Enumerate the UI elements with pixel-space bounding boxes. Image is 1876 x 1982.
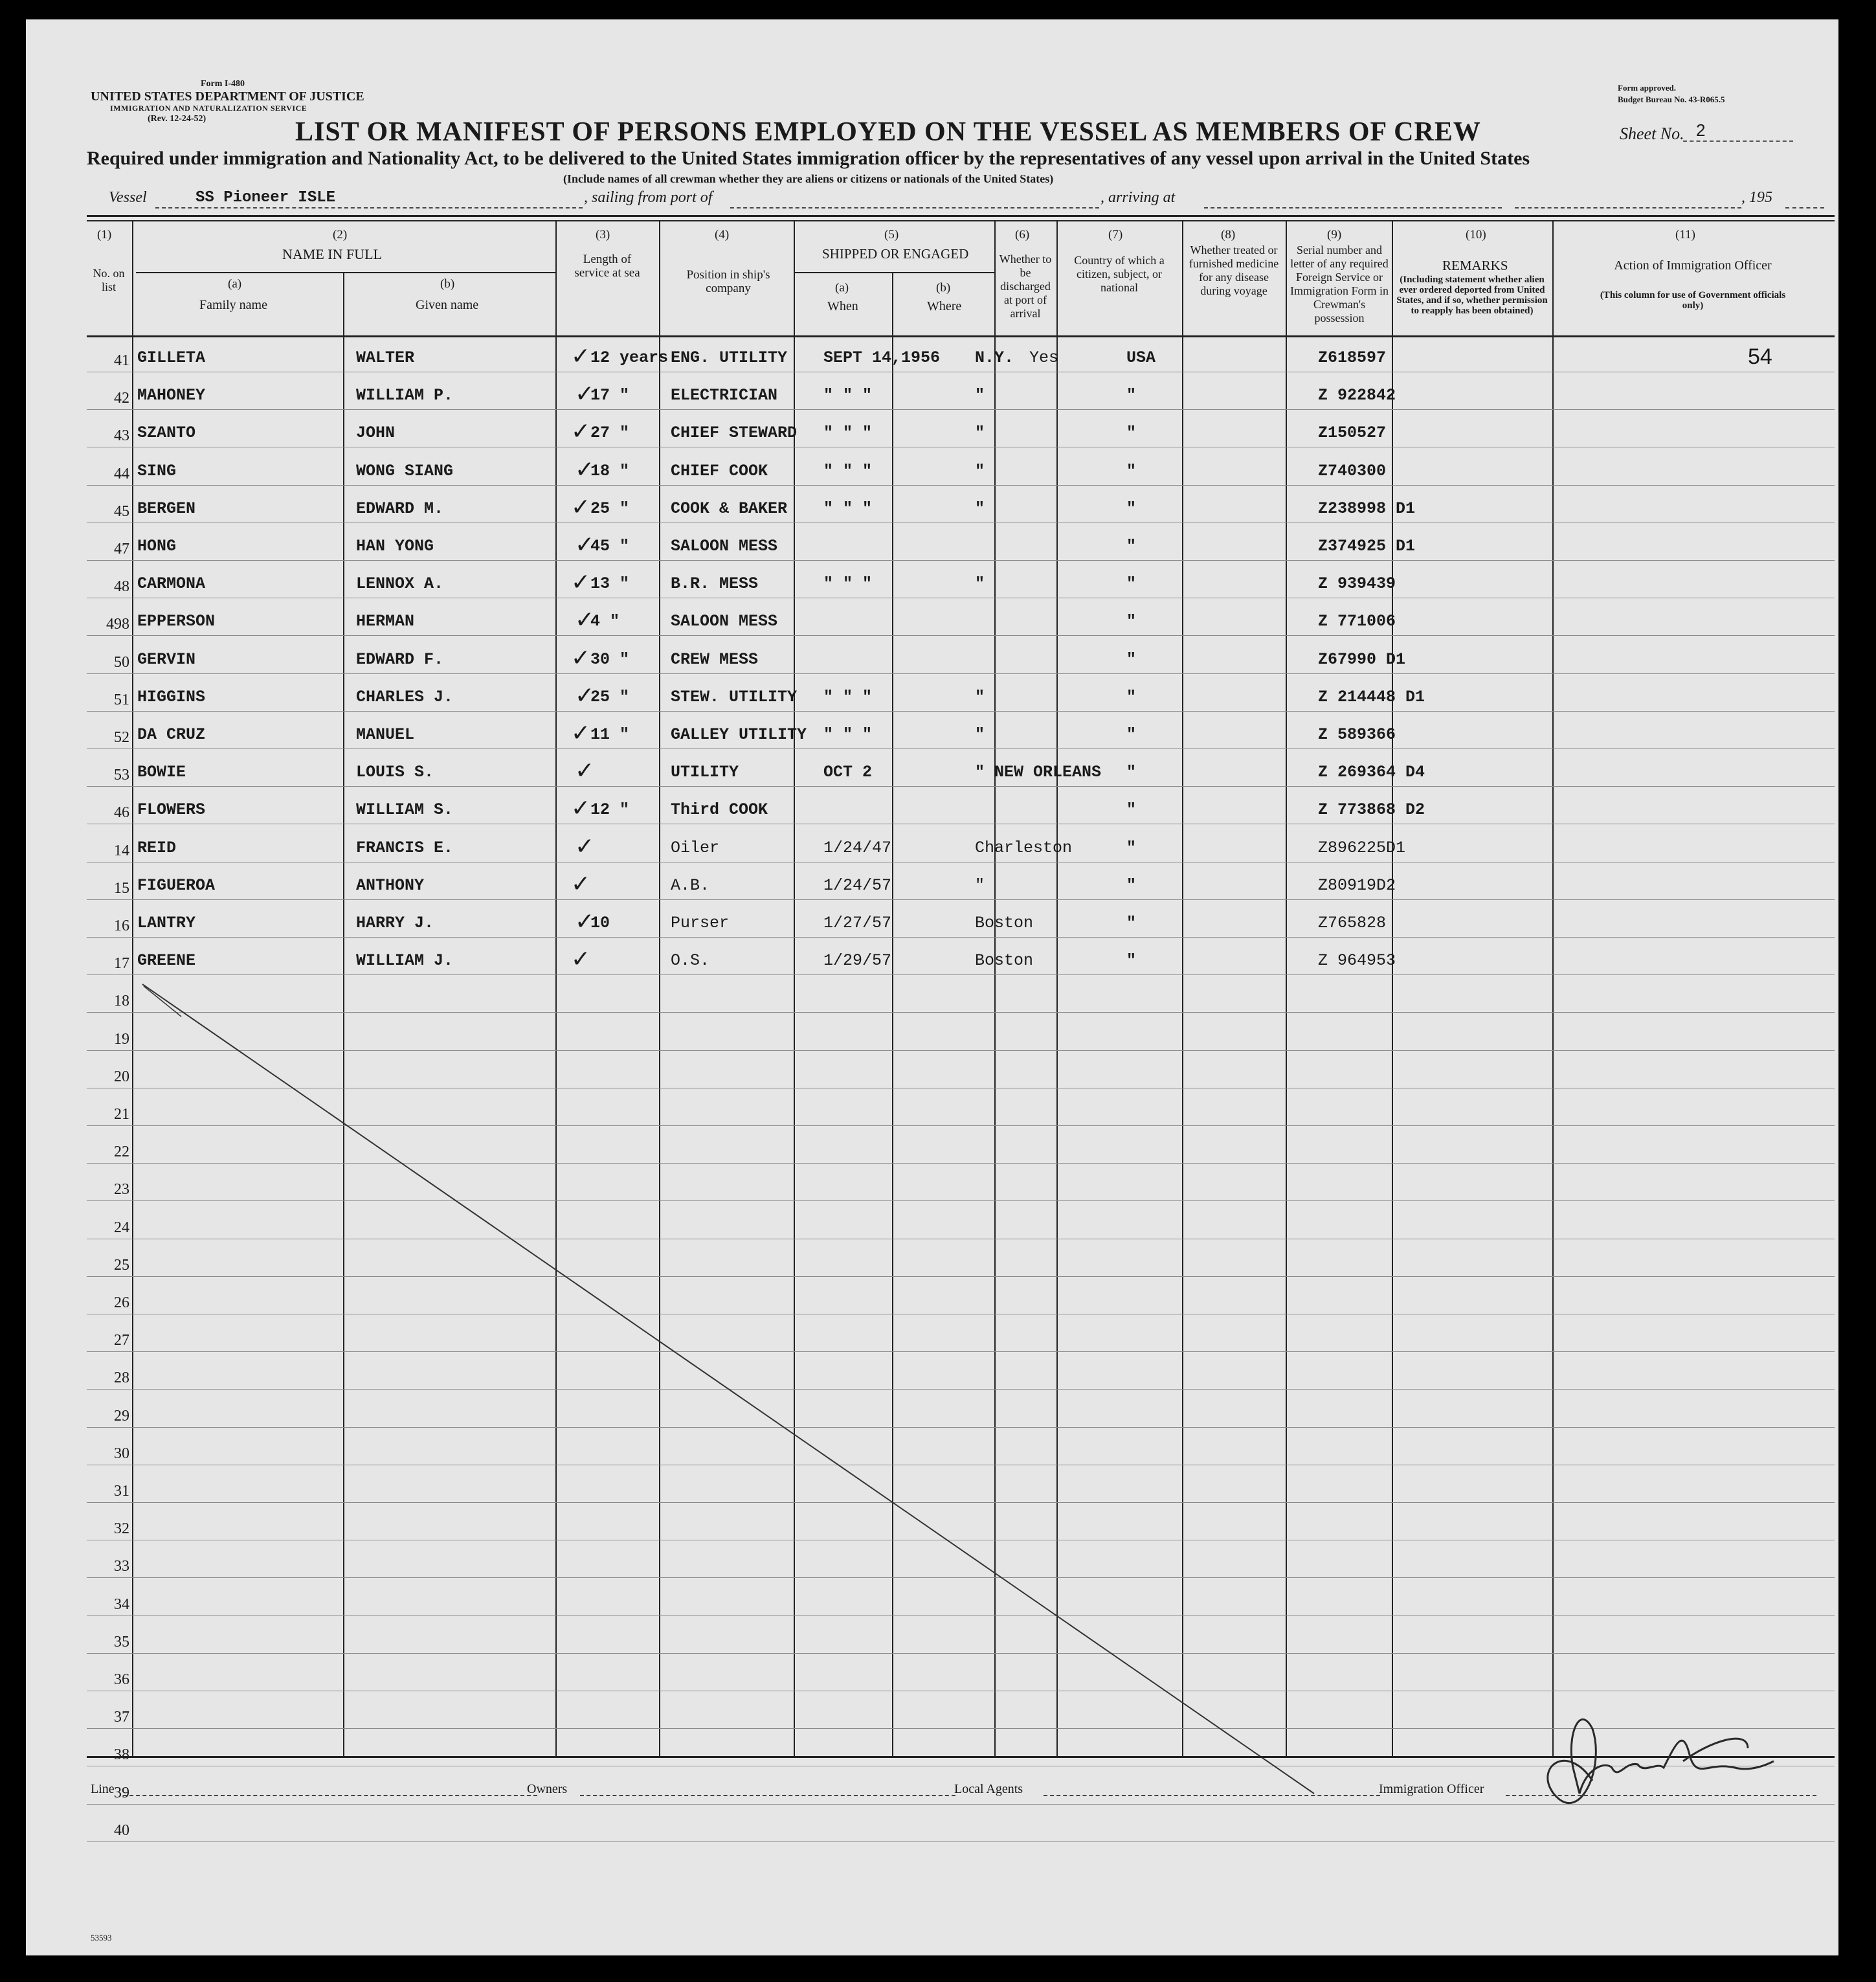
check-mark-icon: ✓ [571, 946, 591, 973]
cell-family: GILLETA [137, 348, 206, 367]
cell-when: " " " [823, 499, 873, 518]
cell-given: WONG SIANG [356, 461, 454, 480]
col11-subtext: (This column for use of Government officials only) [1600, 290, 1786, 311]
line-number: 34 [114, 1595, 129, 1613]
form-number: Form I-480 [201, 79, 245, 89]
line-number: 41 [114, 352, 129, 369]
line-number: 19 [114, 1030, 129, 1048]
cell-service: 27 " [590, 423, 630, 443]
cell-country: " [1126, 800, 1137, 820]
cell-position: B.R. MESS [671, 574, 759, 594]
cell-family: MAHONEY [137, 386, 206, 405]
line-number: 14 [114, 842, 129, 859]
cell-country: " [1126, 649, 1137, 669]
cell-serial: Z765828 [1318, 914, 1387, 932]
owners-underline [580, 1795, 955, 1796]
cell-action: 54 [1748, 344, 1772, 369]
line-number: 51 [114, 691, 129, 708]
cell-where: " [975, 687, 985, 706]
line-number: 25 [114, 1256, 129, 1274]
cell-country: " [1126, 914, 1137, 932]
cell-country: " [1126, 423, 1137, 443]
cell-family: GREENE [137, 951, 196, 971]
cell-position: ENG. UTILITY [671, 348, 788, 367]
cell-position: CREW MESS [671, 649, 759, 669]
col5a-number: (a) [835, 281, 849, 295]
line-number: 53 [114, 767, 129, 784]
cell-country: " [1126, 687, 1137, 706]
line-number: 24 [114, 1219, 129, 1236]
cell-service: 11 " [590, 725, 630, 744]
cell-position: GALLEY UTILITY [671, 725, 807, 744]
check-mark-icon: ✓ [575, 532, 595, 558]
cell-position: UTILITY [671, 763, 739, 782]
cell-where: Boston [975, 914, 1034, 932]
line-number: 22 [114, 1143, 129, 1161]
agents-underline [1044, 1795, 1380, 1796]
form-code: 53593 [91, 1933, 112, 1943]
cell-service: 25 " [590, 499, 630, 518]
cell-serial: Z618597 [1318, 348, 1387, 367]
cell-serial: Z 771006 [1318, 612, 1396, 631]
include-note: (Include names of all crewman whether they are aliens or citizens or nationals of the United States) [563, 172, 1054, 185]
col5b-label: Where [927, 299, 962, 313]
cell-family: FIGUEROA [137, 875, 216, 895]
cell-given: WALTER [356, 348, 415, 367]
col7-number: (7) [1108, 228, 1123, 242]
cell-when: " " " [823, 423, 873, 443]
cell-family: LANTRY [137, 914, 196, 932]
line-number: 38 [114, 1746, 129, 1764]
line-number: 23 [114, 1181, 129, 1199]
cell-given: HERMAN [356, 612, 415, 631]
col4-number: (4) [715, 228, 730, 242]
line-number: 36 [114, 1671, 129, 1688]
col5b-number: (b) [936, 281, 951, 295]
cell-service: 25 " [590, 687, 630, 706]
officer-underline [1506, 1795, 1816, 1796]
col8-number: (8) [1221, 228, 1236, 242]
check-mark-icon: ✓ [575, 381, 595, 408]
col2a-label: Family name [199, 298, 267, 312]
officer-label: Immigration Officer [1379, 1782, 1484, 1796]
cell-when: OCT 2 [823, 763, 873, 782]
line-number: 45 [114, 502, 129, 520]
cell-serial: Z80919D2 [1318, 875, 1396, 895]
owners-label: Owners [527, 1782, 568, 1796]
line-number: 32 [114, 1520, 129, 1538]
cell-given: WILLIAM S. [356, 800, 454, 820]
service-name: IMMIGRATION AND NATURALIZATION SERVICE [110, 104, 307, 113]
cell-serial: Z374925 D1 [1318, 537, 1416, 556]
line-number: 26 [114, 1294, 129, 1311]
cell-position: STEW. UTILITY [671, 687, 798, 706]
cell-given: EDWARD M. [356, 499, 444, 518]
cell-service: 17 " [590, 386, 630, 405]
check-mark-icon: ✓ [571, 870, 591, 897]
cell-where: " [975, 499, 985, 518]
cell-where: " [975, 725, 985, 744]
col9-number: (9) [1327, 228, 1342, 242]
cell-given: HARRY J. [356, 914, 434, 932]
cell-where: Boston [975, 951, 1034, 971]
col2b-number: (b) [440, 277, 455, 291]
document-title: LIST OR MANIFEST OF PERSONS EMPLOYED ON THE VESSEL AS MEMBERS OF CREW [295, 117, 1481, 147]
col10-number: (10) [1466, 228, 1486, 242]
col1-label: No. on list [93, 267, 125, 293]
cell-where: " [975, 875, 985, 895]
cell-serial: Z67990 D1 [1318, 649, 1406, 669]
cell-service: 10 [590, 914, 610, 932]
line-number: 15 [114, 879, 129, 897]
check-mark-icon: ✓ [571, 493, 591, 521]
line-number: 31 [114, 1483, 129, 1500]
col3-label: Length of service at sea [574, 253, 640, 280]
manifest-document [26, 19, 1838, 1955]
cell-discharge: Yes [1029, 348, 1059, 367]
col10-subtext: (Including statement whether alien ever ordered deported from United States, and if so, whether permission to reapply has been obtained) [1396, 275, 1548, 316]
line-number: 37 [114, 1709, 129, 1726]
check-mark-icon: ✓ [571, 343, 591, 370]
cell-when: " " " [823, 687, 873, 706]
cell-given: MANUEL [356, 725, 415, 744]
cell-given: HAN YONG [356, 537, 434, 556]
cell-given: EDWARD F. [356, 649, 444, 669]
cell-service: 18 " [590, 461, 630, 480]
cell-serial: Z150527 [1318, 423, 1387, 443]
cell-when: 1/24/57 [823, 875, 892, 895]
year-prefix: , 195 [1741, 189, 1772, 206]
line-underline [123, 1795, 537, 1796]
line-number: 47 [114, 541, 129, 557]
check-mark-icon: ✓ [571, 569, 591, 596]
col6-label: Whether to be discharged at port of arrival [999, 253, 1052, 320]
cell-serial: Z 773868 D2 [1318, 800, 1425, 820]
cell-position: O.S. [671, 951, 710, 971]
col3-number: (3) [596, 228, 610, 242]
col1-number: (1) [97, 228, 112, 242]
cell-given: JOHN [356, 423, 396, 443]
cell-given: CHARLES J. [356, 687, 454, 706]
agents-label: Local Agents [954, 1782, 1023, 1796]
form-revision: (Rev. 12-24-52) [148, 114, 207, 124]
cell-family: FLOWERS [137, 800, 206, 820]
cell-where: " [975, 386, 985, 405]
cell-position: SALOON MESS [671, 612, 778, 631]
line-number: 40 [114, 1821, 129, 1839]
cell-family: BERGEN [137, 499, 196, 518]
col6-number: (6) [1015, 228, 1030, 242]
cell-family: DA CRUZ [137, 725, 206, 744]
check-mark-icon: ✓ [575, 682, 595, 709]
line-number: 30 [114, 1445, 129, 1462]
cell-serial: Z 964953 [1318, 951, 1396, 971]
cell-where: " [975, 461, 985, 480]
col2-number: (2) [333, 228, 348, 242]
cell-where: N.Y. [975, 348, 1014, 367]
cell-given: FRANCIS E. [356, 838, 454, 857]
cell-when: 1/27/57 [823, 914, 892, 932]
line-number: 46 [114, 804, 129, 822]
cell-position: SALOON MESS [671, 537, 778, 556]
cell-country: " [1126, 537, 1137, 556]
sheet-label: Sheet No. [1620, 124, 1684, 143]
cell-country: " [1126, 386, 1137, 405]
cell-country: " [1126, 875, 1137, 895]
line-number: 27 [114, 1332, 129, 1349]
cell-family: BOWIE [137, 763, 186, 782]
line-number: 52 [114, 729, 129, 746]
cell-given: ANTHONY [356, 875, 425, 895]
col2b-label: Given name [416, 298, 479, 312]
cell-family: CARMONA [137, 574, 206, 594]
col5a-label: When [827, 299, 858, 313]
check-mark-icon: ✓ [571, 795, 591, 822]
line-number: 50 [114, 653, 129, 671]
vessel-name: SS Pioneer ISLE [195, 189, 336, 207]
cell-where: " NEW ORLEANS [975, 763, 1102, 782]
line-number: 28 [114, 1369, 129, 1387]
department-name: UNITED STATES DEPARTMENT OF JUSTICE [91, 89, 364, 104]
cell-serial: Z 589366 [1318, 725, 1396, 744]
line-number: 35 [114, 1633, 129, 1650]
line-number: 44 [114, 465, 129, 482]
cell-family: SING [137, 461, 177, 480]
cell-when: 1/24/47 [823, 838, 892, 857]
cell-service: 30 " [590, 649, 630, 669]
check-mark-icon: ✓ [571, 418, 591, 445]
cell-position: CHIEF STEWARD [671, 423, 798, 443]
cell-service: 45 " [590, 537, 630, 556]
cell-position: A.B. [671, 875, 710, 895]
cell-where: " [975, 423, 985, 443]
check-mark-icon: ✓ [571, 644, 591, 671]
cell-serial: Z896225D1 [1318, 838, 1406, 857]
col5-label: SHIPPED OR ENGAGED [822, 246, 969, 262]
cell-serial: Z 269364 D4 [1318, 763, 1425, 782]
budget-bureau-no: Budget Bureau No. 43-R065.5 [1618, 95, 1725, 104]
line-number: 29 [114, 1407, 129, 1425]
cell-serial: Z238998 D1 [1318, 499, 1416, 518]
cell-when: " " " [823, 574, 873, 594]
cell-family: REID [137, 838, 177, 857]
check-mark-icon: ✓ [575, 456, 595, 483]
cell-position: Purser [671, 914, 730, 932]
line-number: 18 [114, 993, 129, 1010]
cell-where: Charleston [975, 838, 1073, 857]
cell-position: Oiler [671, 838, 720, 857]
cell-when: SEPT 14,1956 [823, 348, 941, 367]
col5-number: (5) [884, 228, 899, 242]
line-number: 16 [114, 918, 129, 934]
cell-when: " " " [823, 725, 873, 744]
table-bottom-border [87, 1756, 1835, 1758]
col4-label: Position in ship's company [686, 268, 770, 295]
cancel-diagonal-line [26, 19, 1838, 1955]
sailing-label: , sailing from port of [584, 189, 713, 206]
cell-country: " [1126, 951, 1137, 971]
cell-country: " [1126, 499, 1137, 518]
cell-where: " [975, 574, 985, 594]
col9-label: Serial number and letter of any required Foreign Service or Immigration Form in Crewman's possession [1290, 243, 1389, 324]
check-mark-icon: ✓ [575, 908, 595, 935]
check-mark-icon: ✓ [571, 720, 591, 747]
sheet-number: 2 [1683, 120, 1793, 142]
cell-given: LENNOX A. [356, 574, 444, 594]
cell-when: 1/29/57 [823, 951, 892, 971]
cell-when: " " " [823, 386, 873, 405]
col10-label: REMARKS [1442, 258, 1508, 273]
cell-serial: Z 214448 D1 [1318, 687, 1425, 706]
cell-family: GERVIN [137, 649, 196, 669]
line-label: Line [91, 1782, 115, 1796]
cell-service: 12 years [590, 348, 669, 367]
cell-service: 12 " [590, 800, 630, 820]
cell-country: " [1126, 574, 1137, 594]
line-number: 43 [114, 427, 129, 445]
cell-country: " [1126, 838, 1137, 857]
line-number: 21 [114, 1106, 129, 1123]
line-number: 20 [114, 1068, 129, 1085]
check-mark-icon: ✓ [575, 833, 595, 860]
line-number: 17 [114, 955, 129, 973]
line-number: 498 [106, 616, 129, 633]
col11-number: (11) [1675, 228, 1695, 242]
cell-service: 4 " [590, 612, 620, 631]
cell-position: Third COOK [671, 800, 768, 820]
cell-country: USA [1126, 348, 1156, 367]
cell-country: " [1126, 763, 1137, 782]
cell-given: WILLIAM P. [356, 386, 454, 405]
check-mark-icon: ✓ [575, 607, 595, 634]
cell-family: EPPERSON [137, 612, 216, 631]
vessel-label: Vessel [109, 189, 147, 206]
arriving-label: , arriving at [1100, 189, 1176, 206]
cell-position: COOK & BAKER [671, 499, 788, 518]
col8-label: Whether treated or furnished medicine for any disease during voyage [1189, 243, 1279, 297]
form-approved-note: Form approved. [1618, 83, 1677, 93]
check-mark-icon: ✓ [575, 758, 595, 785]
cell-serial: Z740300 [1318, 461, 1387, 480]
cell-country: " [1126, 725, 1137, 744]
cell-country: " [1126, 461, 1137, 480]
cell-position: ELECTRICIAN [671, 386, 778, 405]
cell-position: CHIEF COOK [671, 461, 768, 480]
col7-label: Country of which a citizen, subject, or national [1074, 254, 1165, 294]
required-statement: Required under immigration and Nationality Act, to be delivered to the United States immigration officer by the representatives of any vessel upon arrival in the United States [87, 148, 1530, 169]
line-number: 42 [114, 390, 129, 407]
col2a-number: (a) [228, 277, 242, 291]
cell-serial: Z 939439 [1318, 574, 1396, 594]
cell-country: " [1126, 612, 1137, 631]
cell-family: HIGGINS [137, 687, 206, 706]
cell-when: " " " [823, 461, 873, 480]
line-number: 39 [114, 1784, 129, 1801]
cell-family: SZANTO [137, 423, 196, 443]
col2-label: NAME IN FULL [282, 246, 382, 262]
cell-given: WILLIAM J. [356, 951, 454, 971]
cell-serial: Z 922842 [1318, 386, 1396, 405]
cell-family: HONG [137, 537, 177, 556]
cell-service: 13 " [590, 574, 630, 594]
cell-given: LOUIS S. [356, 763, 434, 782]
line-number: 33 [114, 1558, 129, 1575]
line-number: 48 [114, 578, 129, 596]
col11-label: Action of Immigration Officer [1614, 258, 1772, 273]
